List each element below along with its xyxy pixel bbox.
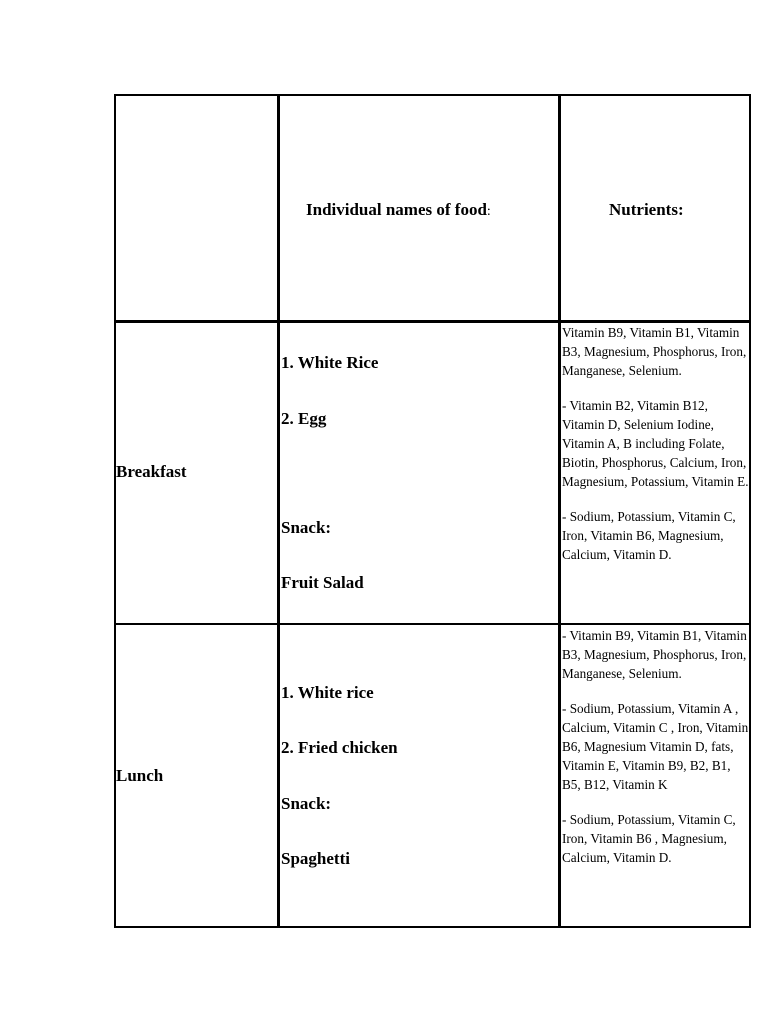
table-border-left — [114, 94, 116, 928]
nutrients-cell-breakfast — [562, 323, 752, 564]
header-food-names — [306, 200, 491, 220]
food-item: 1. White rice — [281, 683, 374, 702]
food-item: 1. White Rice — [281, 353, 379, 372]
food-item: Fruit Salad — [281, 573, 364, 592]
nutrients-cell-lunch — [562, 626, 752, 867]
food-item: 2. Egg — [281, 409, 327, 428]
table-border-top — [114, 94, 751, 96]
header-food-label: Individual names of food — [306, 200, 487, 219]
row-divider — [114, 623, 751, 625]
header-food-colon: : — [486, 204, 491, 219]
table-border-bottom — [114, 926, 751, 928]
food-item: Spaghetti — [281, 849, 350, 868]
nutrient-paragraph: Vitamin B9, Vitamin B1, Vitamin B3, Magnesium, Phosphorus, Iron, Manganese, Selenium. — [562, 325, 747, 378]
column-divider-1 — [277, 94, 280, 928]
nutrient-paragraph: - Sodium, Potassium, Vitamin C, Iron, Vitamin B6, Magnesium, Calcium, Vitamin D. — [562, 509, 736, 562]
meal-label-lunch: Lunch — [116, 766, 164, 785]
snack-label: Snack: — [281, 794, 332, 813]
header-nutrients: Nutrients: — [609, 200, 684, 219]
nutrient-paragraph: - Sodium, Potassium, Vitamin C, Iron, Vitamin B6 , Magnesium, Calcium, Vitamin D. — [562, 812, 736, 865]
snack-label: Snack: — [281, 518, 332, 537]
nutrient-paragraph: - Vitamin B2, Vitamin B12, Vitamin D, Selenium Iodine, Vitamin A, B including Folate, Biotin, Phosphorus, Calcium, Iron, Magnesium, Potassium, Vitamin E. — [562, 398, 749, 489]
nutrient-paragraph: - Vitamin B9, Vitamin B1, Vitamin B3, Magnesium, Phosphorus, Iron, Manganese, Selenium. — [562, 628, 747, 681]
food-item: 2. Fried chicken — [281, 738, 398, 757]
meal-label-breakfast: Breakfast — [116, 462, 187, 481]
nutrient-paragraph: - Sodium, Potassium, Vitamin A , Calcium, Vitamin C , Iron, Vitamin B6, Magnesium Vitamin D, fats, Vitamin E, Vitamin B9, B2, B1, B5, B12, Vitamin K — [562, 701, 749, 792]
column-divider-2 — [558, 94, 561, 928]
